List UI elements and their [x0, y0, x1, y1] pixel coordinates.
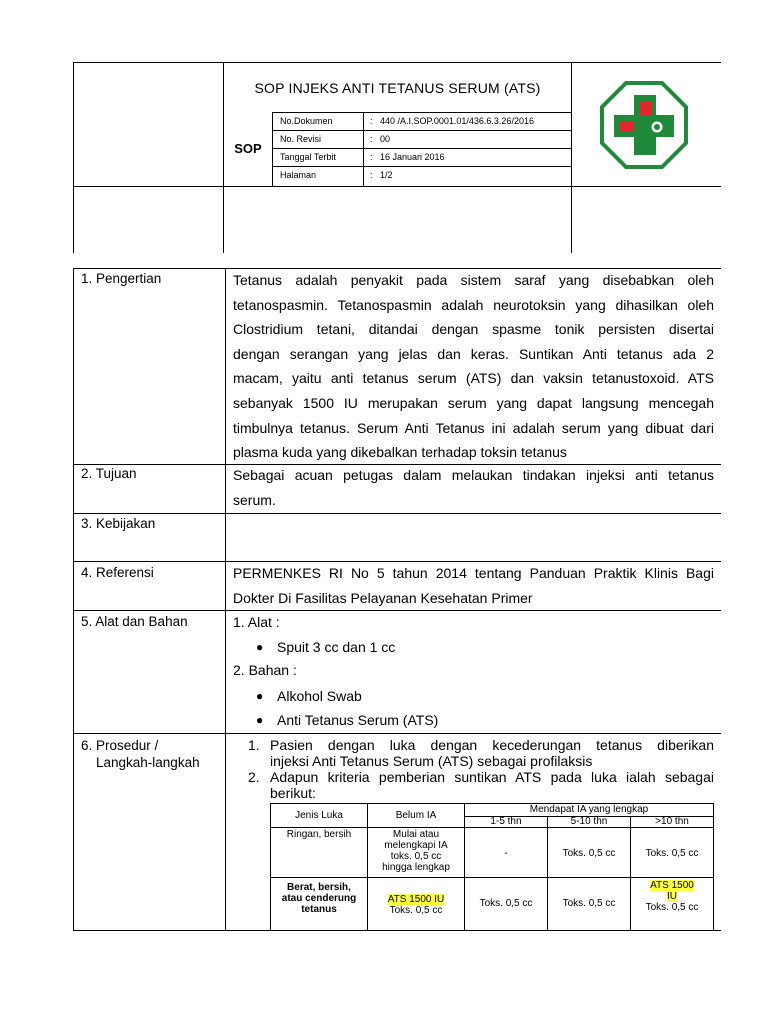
- text-line: macam, yaitu anti tetanus serum (ATS) dan vaksin tetanustoxoid. ATS: [233, 370, 714, 387]
- text-line: Clostridium tetani, ditandai dengan spasme tonik persisten disertai: [233, 321, 714, 338]
- info-label-tanggal: Tanggal Terbit: [280, 152, 336, 162]
- highlighted-value: IU: [667, 891, 677, 902]
- bahan-item: Alkohol Swab: [277, 688, 362, 704]
- text-line: injeksi Anti Tetanus Serum (ATS) sebagai profilaksis: [270, 752, 593, 769]
- bullet-icon: ●: [256, 713, 264, 727]
- row-label-prosedur: 6. Prosedur /: [81, 738, 159, 753]
- info-label-revisi: No. Revisi: [280, 134, 322, 144]
- row-label-kebijakan: 3. Kebijakan: [81, 516, 156, 531]
- highlighted-value: ATS 1500 IU: [387, 894, 445, 905]
- info-label-nodokumen: No.Dokumen: [280, 116, 333, 126]
- text-line: plasma kuda yang dikebalkan terhadap toksin tetanus: [233, 444, 567, 461]
- cell-line: tetanus: [301, 904, 337, 915]
- text-line: tetanospasmin. Tetanospasmin adalah neurotoksin yang dihasilkan oleh: [233, 296, 714, 313]
- bullet-icon: ●: [256, 689, 264, 703]
- bullet-icon: ●: [256, 640, 264, 654]
- text-line: Dokter Di Fasilitas Pelayanan Kesehatan Primer: [233, 589, 533, 606]
- row-label-pengertian: 1. Pengertian: [81, 271, 162, 286]
- info-value-halaman: 1/2: [380, 170, 393, 180]
- text-line: Sebagai acuan petugas dalam melaukan tindakan injeksi anti tetanus: [233, 467, 714, 483]
- text-line: berikut:: [270, 784, 316, 801]
- th-1-5-thn: 1-5 thn: [490, 816, 522, 827]
- th-jenis-luka: Jenis Luka: [295, 810, 343, 821]
- td-jenis-ringan: Ringan, bersih: [286, 829, 352, 840]
- bahan-heading: 2. Bahan :: [233, 662, 297, 678]
- text-line: Tetanus adalah penyakit pada sistem saraf yang disebabkan oleh: [233, 272, 714, 288]
- th-mendapat-ia: Mendapat IA yang lengkap: [529, 804, 649, 815]
- procedure-step: [248, 738, 714, 772]
- td-belum-berat: [368, 894, 464, 916]
- alat-item: Spuit 3 cc dan 1 cc: [277, 639, 396, 655]
- row-label-alat-bahan: 5. Alat dan Bahan: [81, 614, 188, 629]
- pengertian-text: [233, 268, 714, 465]
- bahan-item: Anti Tetanus Serum (ATS): [277, 712, 439, 728]
- info-colon: :: [370, 116, 373, 126]
- cell-line: toks. 0,5 cc: [390, 851, 442, 862]
- info-label-halaman: Halaman: [280, 170, 317, 180]
- info-value-tanggal: 16 Januari 2016: [380, 152, 445, 162]
- tujuan-text: [233, 463, 714, 512]
- text-line: PERMENKES RI No 5 tahun 2014 tentang Panduan Praktik Klinis Bagi: [233, 565, 714, 581]
- cell-line: Toks. 0,5 cc: [645, 902, 699, 913]
- th-belum-ia: Belum IA: [395, 810, 437, 821]
- td-5-10-berat: Toks. 0,5 cc: [562, 898, 616, 909]
- cell-line: atau cenderung: [281, 893, 357, 904]
- info-value-nodokumen: 440 /A.I.SOP.0001.01/436.6.3.26/2016: [380, 116, 534, 126]
- row-label-tujuan: 2. Tujuan: [81, 466, 137, 481]
- info-colon: :: [370, 152, 373, 162]
- step-number: 1.: [248, 737, 260, 753]
- referensi-text: [233, 561, 714, 610]
- info-colon: :: [370, 170, 373, 180]
- td-1-5-berat: Toks. 0,5 cc: [479, 898, 533, 909]
- document-title: SOP INJEKS ANTI TETANUS SERUM (ATS): [254, 80, 541, 96]
- puskesmas-logo: [600, 81, 688, 169]
- td-10-ringan: Toks. 0,5 cc: [645, 848, 699, 859]
- td-belum-ringan: [368, 829, 464, 873]
- cell-line: Mulai atau: [392, 829, 440, 840]
- text-line: dengan serangan yang jelas dan keras. Suntikan Anti tetanus ada 2: [233, 345, 714, 362]
- text-line: Adapun kriteria pemberian suntikan ATS pada luka ialah sebagai: [270, 769, 714, 785]
- text-line: timbulnya tetanus. Serum Anti Tetanus ini adalah serum yang dibuat dari: [233, 419, 714, 436]
- procedure-step: [248, 770, 714, 804]
- td-10-berat: [631, 880, 713, 913]
- step-number: 2.: [248, 769, 260, 785]
- row-label-prosedur-2: Langkah-langkah: [96, 755, 200, 770]
- th-5-10-thn: 5-10 thn: [570, 816, 608, 827]
- sop-label: SOP: [234, 141, 262, 156]
- td-5-10-ringan: Toks. 0,5 cc: [562, 848, 616, 859]
- text-line: serum.: [233, 491, 276, 508]
- info-value-revisi: 00: [380, 134, 391, 144]
- td-1-5-ringan: -: [504, 848, 508, 859]
- alat-heading: 1. Alat :: [233, 614, 280, 630]
- cell-line: Berat, bersih,: [287, 882, 351, 893]
- info-colon: :: [370, 134, 373, 144]
- row-label-referensi: 4. Referensi: [81, 565, 154, 580]
- highlighted-value: ATS 1500: [650, 880, 694, 891]
- td-jenis-berat: [271, 882, 367, 915]
- cell-line: Toks. 0,5 cc: [389, 905, 443, 916]
- text-line: Pasien dengan luka dengan kecederungan tetanus diberikan: [270, 737, 714, 753]
- cell-line: hingga lengkap: [382, 862, 450, 873]
- text-line: sebanyak 1500 IU merupakan serum yang dapat langsung mencegah: [233, 394, 714, 411]
- cell-line: melengkapi IA: [384, 840, 448, 851]
- th-10-thn: >10 thn: [655, 816, 689, 827]
